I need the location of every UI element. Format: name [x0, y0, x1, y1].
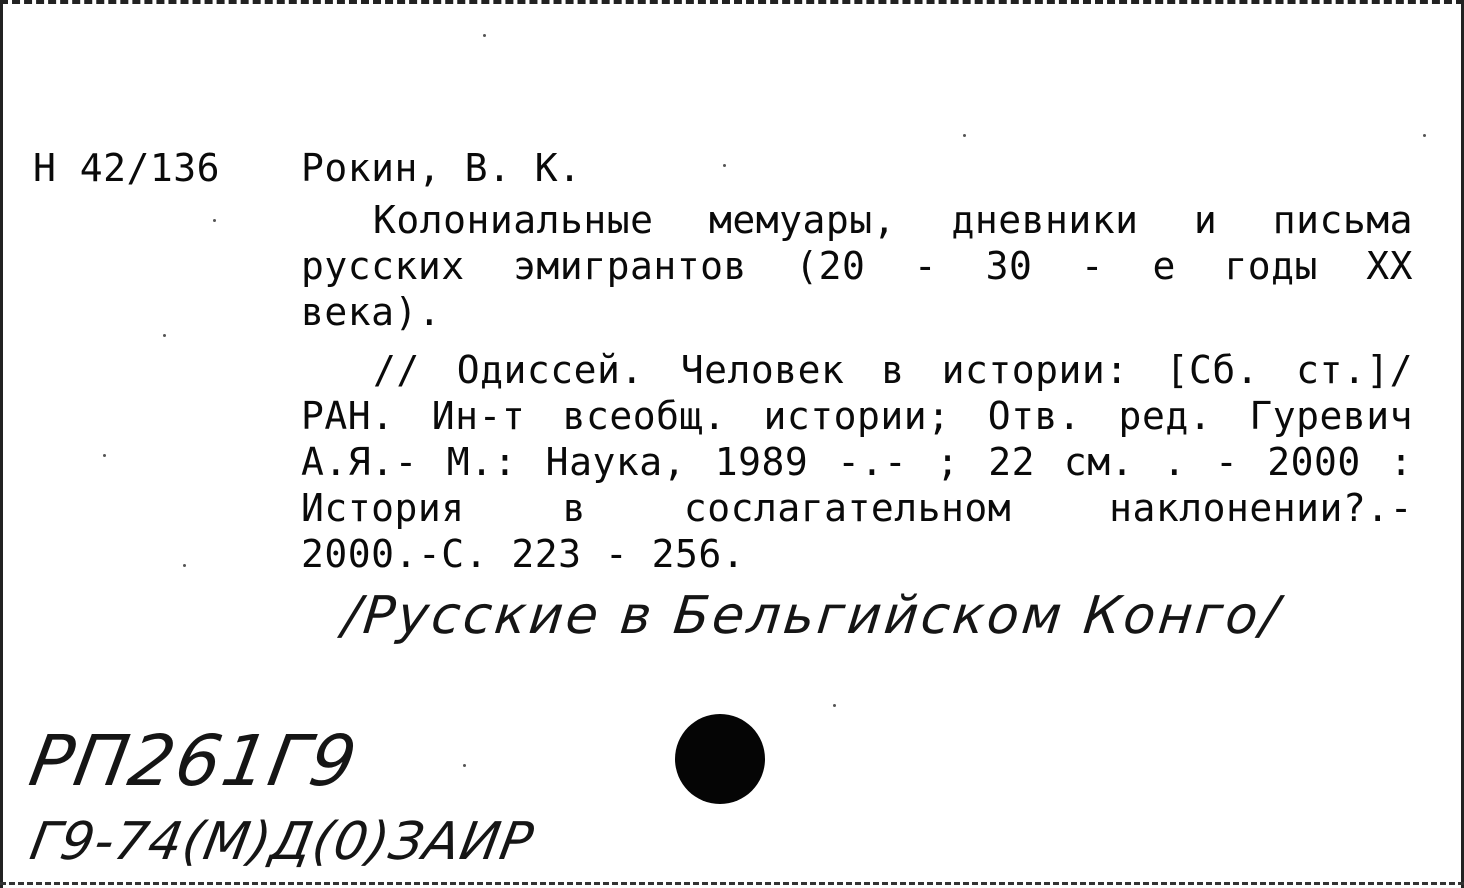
- scan-speck: [963, 134, 966, 137]
- scan-speck: [1423, 134, 1426, 137]
- card-bottom-edge: [0, 882, 1464, 885]
- scan-speck: [183, 564, 186, 567]
- handwritten-subject-code: Г9-74(М)Д(0)ЗАИР: [25, 812, 539, 872]
- scan-speck: [213, 219, 216, 222]
- scan-speck: [103, 454, 106, 457]
- scan-speck: [833, 704, 836, 707]
- source-block: [301, 347, 1413, 577]
- source-line: История в сослагательном наклонении?.-: [301, 486, 1413, 530]
- scan-speck: [483, 34, 486, 37]
- handwritten-classification-code: РП261Г9: [23, 720, 365, 802]
- title-block: [301, 197, 1413, 335]
- punch-hole: [675, 714, 765, 804]
- source-line: РАН. Ин-т всеобщ. истории; Отв. ред. Гуревич: [301, 394, 1413, 438]
- handwritten-note: /Русские в Бельгийском Конго/: [339, 586, 1285, 646]
- scan-speck: [463, 764, 466, 767]
- source-line: А.Я.- М.: Наука, 1989 -.- ; 22 см. . - 2000 :: [301, 440, 1413, 484]
- title-line: русских эмигрантов (20 - 30 - е годы XX: [301, 244, 1413, 288]
- scan-speck: [163, 334, 166, 337]
- title-line: Колониальные мемуары, дневники и письма: [373, 198, 1413, 242]
- source-line: 2000.-С. 223 - 256.: [301, 532, 746, 576]
- source-line: // Одиссей. Человек в истории: [Сб. ст.]/: [373, 348, 1413, 392]
- author: Рокин, В. К.: [301, 146, 582, 190]
- scan-speck: [723, 164, 726, 167]
- shelf-mark: Н 42/136: [33, 146, 221, 190]
- title-line: века).: [301, 290, 442, 334]
